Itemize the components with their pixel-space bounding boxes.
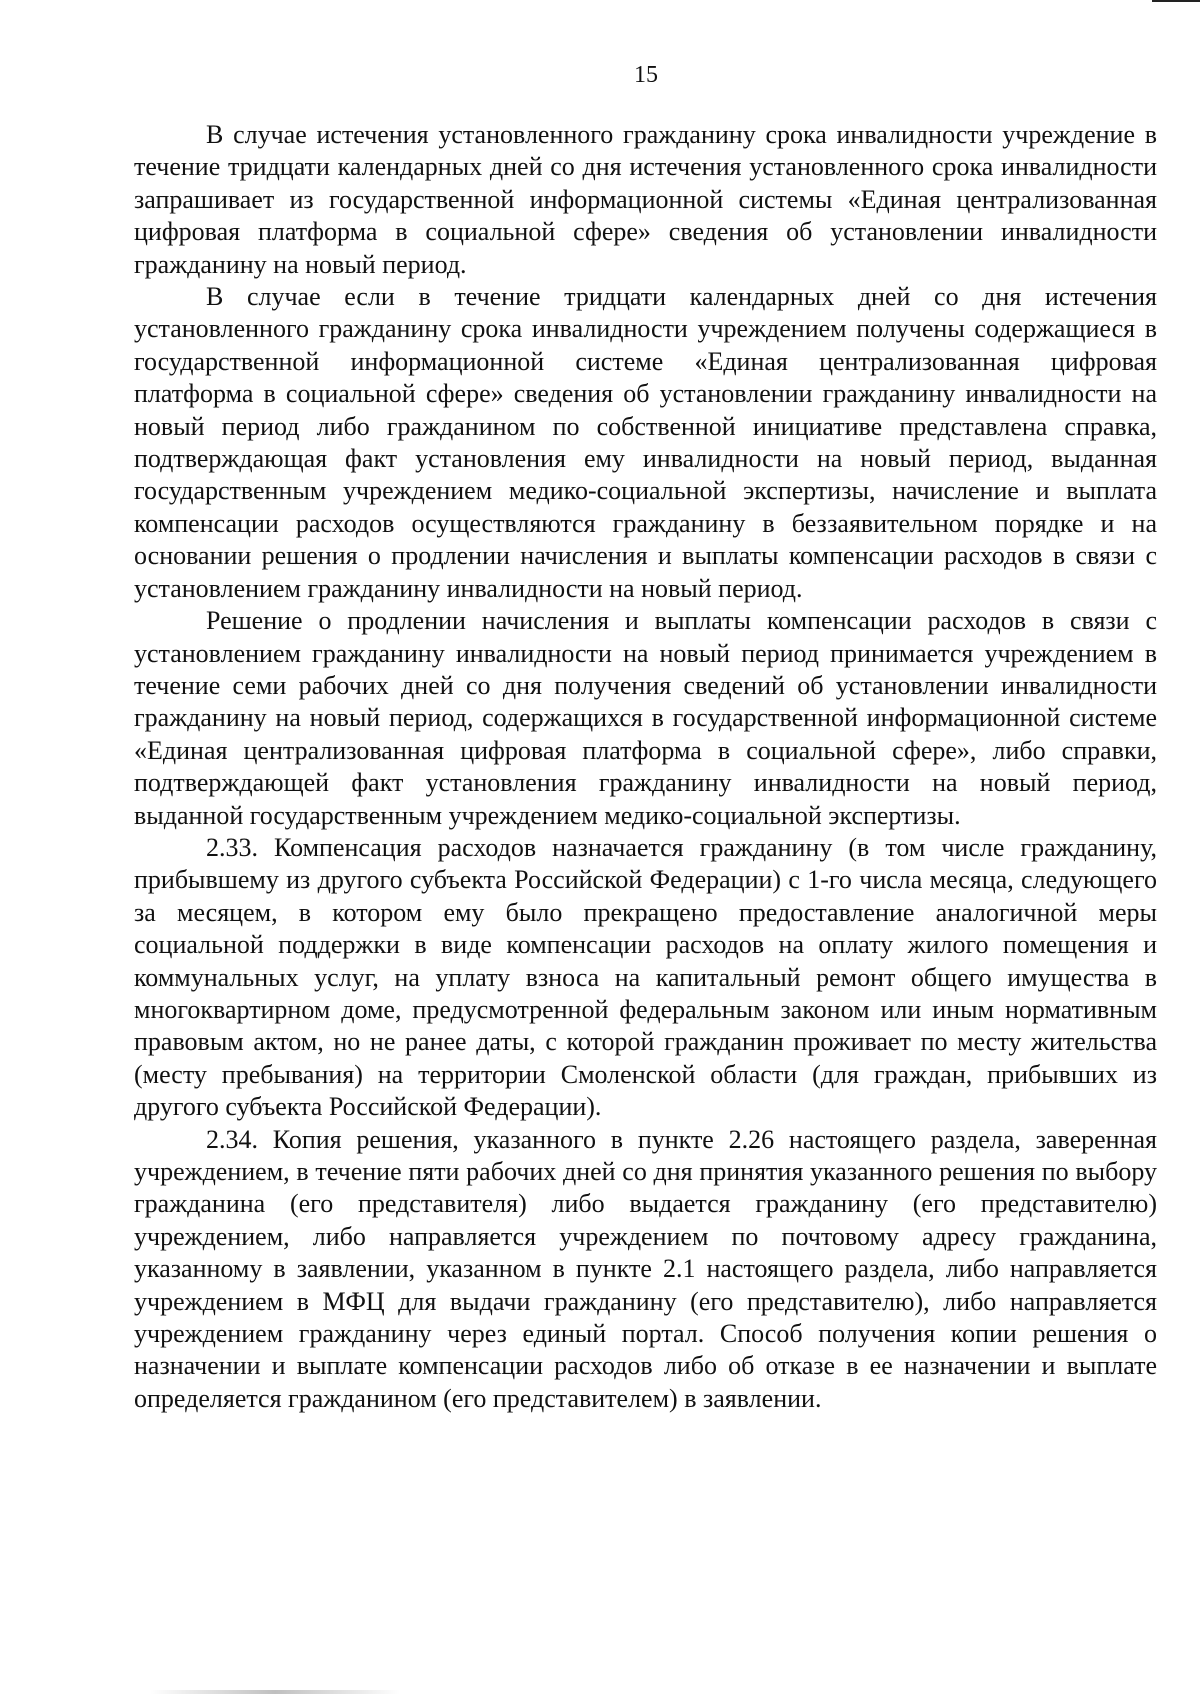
paragraph-2-33-compensation-assignment: 2.33. Компенсация расходов назначается гражданину (в том числе гражданину, прибывшему из другого субъекта Российской Федерации) с 1-го числа месяца, следующего за месяцем, в котором ему было прекращено предоставление аналогичной меры социальной поддержки в виде компенсации расходов на оплату жилого помещения и коммунальных услуг, на уплату взноса на капитальный ремонт общего имущества в многоквартирном доме, предусмотренной федеральным законом или иным нормативным правовым актом, но не ранее даты, с которой гражданин проживает по месту жительства (месту пребывания) на территории Смоленской области (для граждан, прибывших из другого субъекта Российской Федерации).: [134, 832, 1157, 1122]
paragraph-disability-expiry-request: В случае истечения установленного гражданину срока инвалидности учреждение в течение тридцати календарных дней со дня истечения установленного срока инвалидности запрашивает из государственной информационной системы «Единая централизованная цифровая платформа в социальной сфере» сведения об установлении инвалидности гражданину на новый период.: [134, 120, 1157, 279]
scan-bottom-smudge: [150, 1690, 400, 1694]
document-body: [134, 119, 1157, 1415]
paragraph-extension-decision: Решение о продлении начисления и выплаты компенсации расходов в связи с установлением гражданину инвалидности на новый период принимается учреждением в течение семи рабочих дней со дня получения сведений об установлении инвалидности гражданину на новый период, содержащихся в государственной информационной системе «Единая централизованная цифровая платформа в социальной сфере», либо справки, подтверждающей факт установления гражданину инвалидности на новый период, выданной государственным учреждением медико-социальной экспертизы.: [134, 606, 1157, 830]
page-number: 15: [634, 62, 658, 88]
scan-edge-mark: [1152, 0, 1200, 2]
paragraph-2-34-decision-copy: 2.34. Копия решения, указанного в пункте 2.26 настоящего раздела, заверенная учреждением, в течение пяти рабочих дней со дня принятия указанного решения по выбору гражданина (его представителя) либо выдается гражданину (его представителю) учреждением, либо направляется учреждением по почтовому адресу гражданина, указанному в заявлении, указанном в пункте 2.1 настоящего раздела, либо направляется учреждением в МФЦ для выдачи гражданину (его представителю), либо направляется учреждением гражданину через единый портал. Способ получения копии решения о назначении и выплате компенсации расходов либо об отказе в ее назначении и выплате определяется гражданином (его представителем) в заявлении.: [134, 1124, 1157, 1413]
paragraph-disability-renewal-payment: В случае если в течение тридцати календарных дней со дня истечения установленного гражданину срока инвалидности учреждением получены содержащиеся в государственной информационной системе «Единая централизованная цифровая платформа в социальной сфере» сведения об установлении гражданину инвалидности на новый период либо гражданином по собственной инициативе представлена справка, подтверждающая факт установления ему инвалидности на новый период, выданная государственным учреждением медико-социальной экспертизы, начисление и выплата компенсации расходов осуществляются гражданину в беззаявительном порядке и на основании решения о продлении начисления и выплаты компенсации расходов в связи с установлением гражданину инвалидности на новый период.: [134, 282, 1157, 603]
